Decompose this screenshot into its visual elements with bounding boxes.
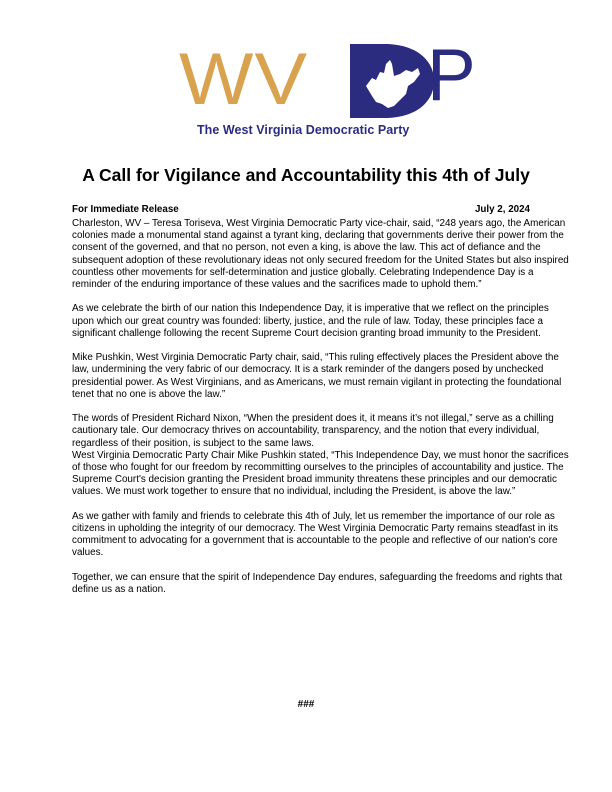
paragraph-2: As we celebrate the birth of our nation this Independence Day, it is imperative that we reflect on the principles upon which our great country was founded: liberty, justice, and the rule of law. Today, these principles face a significant challenge following the recent Supreme Court decision granting broad immunity to the President. <box>72 303 549 339</box>
logo-wordmark <box>179 38 309 120</box>
logo-d-shape <box>348 42 438 120</box>
release-date: July 2, 2024 <box>474 204 530 215</box>
paragraph-1: Charleston, WV – Teresa Toriseva, West Virginia Democratic Party vice-chair, said, “248 years ago, the American colonies made a monumental stand against a tyrant king, declaring that governments derive their power from the consent of the governed, and that no person, not even a king, is above the law. This act of defiance and the subsequent adoption of these revolutionary ideas not only secured freedom for the United States but also inspired countless other movements for self-determination and justice globally. Celebrating Independence Day is a reminder of the enduring importance of these values and the sacrifices made to uphold them.” <box>72 218 569 291</box>
article-body <box>72 218 572 608</box>
paragraph-6: As we gather with family and friends to celebrate this 4th of July, let us remember the importance of our role as citizens in upholding the integrity of our democracy. The West Virginia Democratic Party remains steadfast in its commitment to advocating for a government that is accountable to the people and reflective of our nation's core values. <box>72 510 559 559</box>
logo-p-letter: P <box>427 35 476 116</box>
paragraph-5: West Virginia Democratic Party Chair Mike Pushkin stated, “This Independence Day, we must honor the sacrifices of those who fought for our freedom by recommitting ourselves to the principles of accountability and justice. The Supreme Court's decision granting the President broad immunity threatens these principles and our democratic values. We must work together to ensure that no individual, including the President, is above the law.” <box>72 449 569 498</box>
logo-tagline: The West Virginia Democratic Party <box>197 123 410 137</box>
paragraph-3: Mike Pushkin, West Virginia Democratic Party chair, said, “This ruling effectively places the President above the law, undermining the very fabric of our democracy. It is a stark reminder of the dangers posed by unchecked presidential power. As West Virginians, and as Americans, we must remain vigilant in protecting the foundational tenet that no one is above the law.” <box>72 352 562 400</box>
logo-wv-letters: WV <box>179 39 309 120</box>
paragraph-4: The words of President Richard Nixon, “When the president does it, it means it’s not illegal,” serve as a chilling cautionary tale. Our democracy thrives on accountability, transparency, and the notion that every individual, regardless of their position, is subject to the same laws. <box>72 413 554 449</box>
wvdp-logo <box>179 35 476 148</box>
release-line <box>72 204 530 216</box>
end-mark: ### <box>297 699 315 710</box>
paragraph-7: Together, we can ensure that the spirit of Independence Day endures, safeguarding the freedoms and rights that define us as a nation. <box>72 571 563 596</box>
page-title: A Call for Vigilance and Accountability this 4th of July <box>82 165 530 185</box>
logo-d-letter <box>348 42 438 120</box>
release-label: For Immediate Release <box>72 204 179 215</box>
